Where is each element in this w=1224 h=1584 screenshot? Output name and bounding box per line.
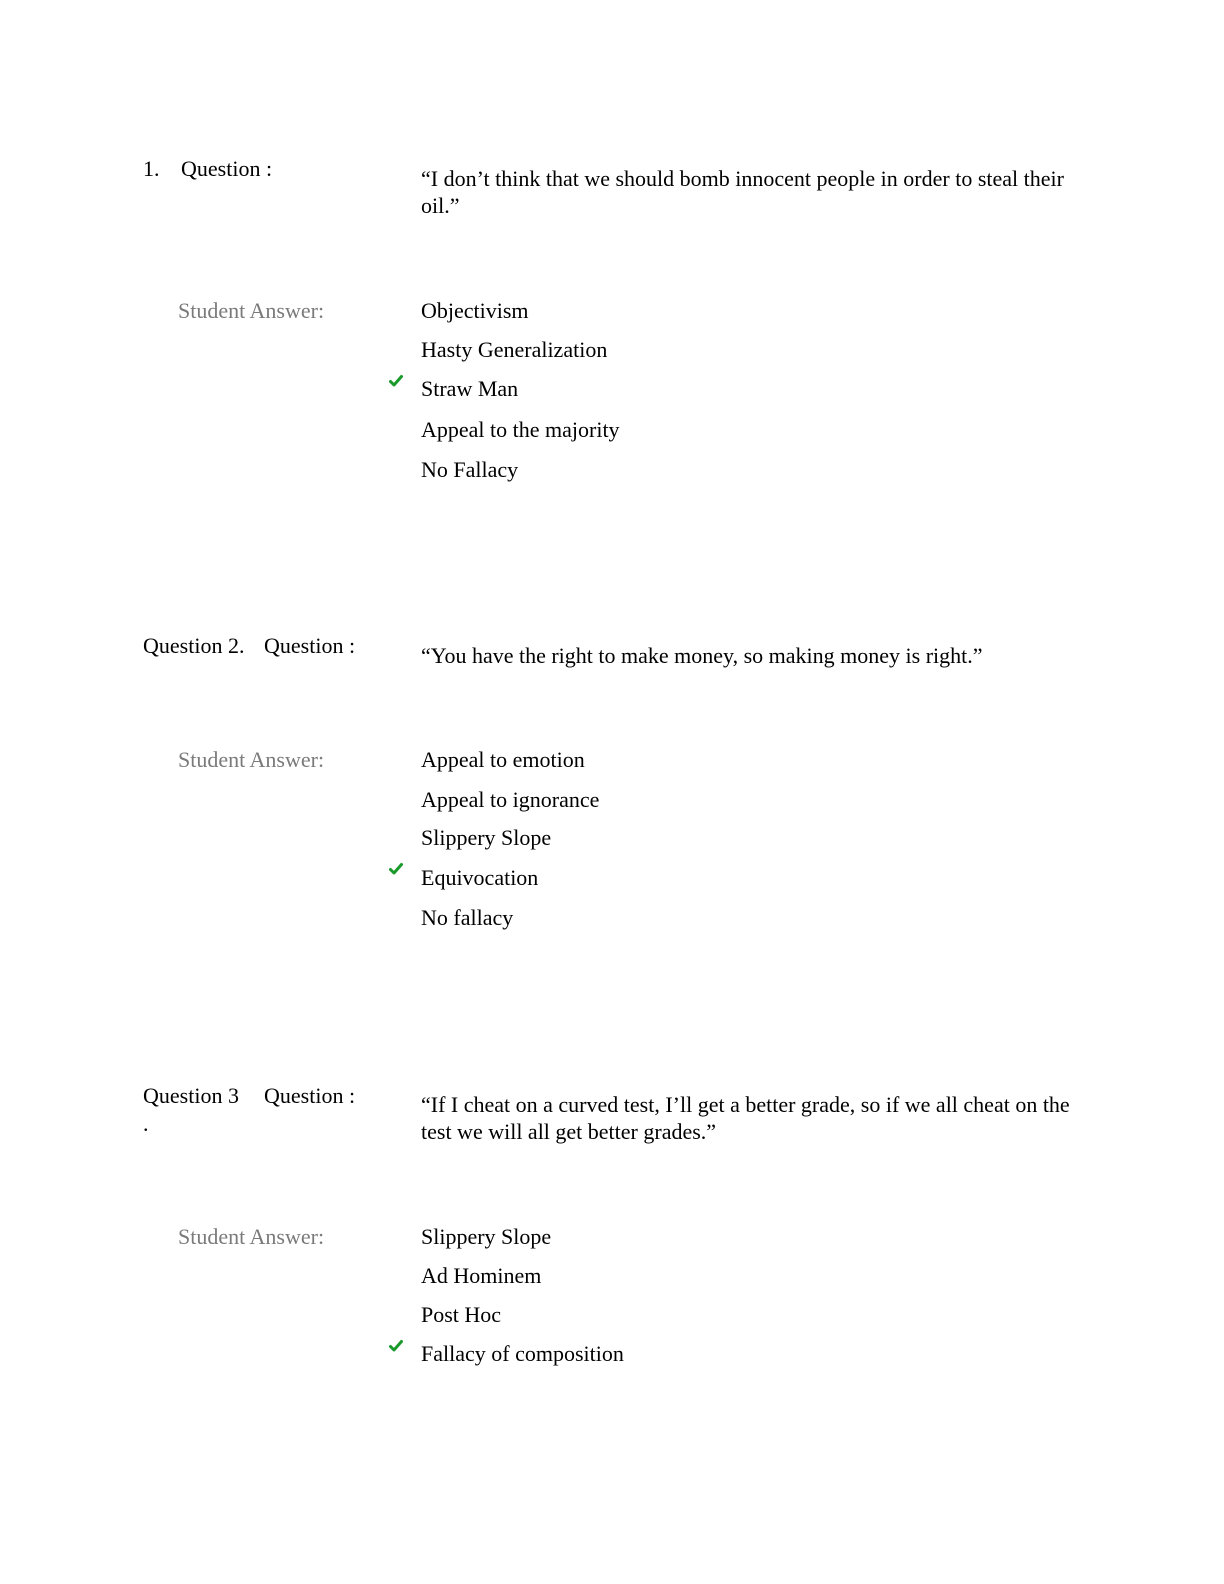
answer-option: Appeal to ignorance bbox=[421, 787, 600, 812]
answer-option-selected: Fallacy of composition bbox=[421, 1341, 624, 1366]
question-label: Question : bbox=[264, 633, 356, 658]
question-text: “I don’t think that we should bomb innocent people in order to steal their oil.” bbox=[421, 166, 1064, 218]
answer-option-selected: Straw Man bbox=[421, 376, 519, 401]
answer-option-selected: Equivocation bbox=[421, 865, 539, 890]
question-number: 1. bbox=[143, 156, 160, 181]
question-label: Question : bbox=[264, 1083, 356, 1108]
checkmark-icon bbox=[389, 374, 403, 388]
student-answer-label: Student Answer: bbox=[178, 1224, 325, 1249]
question-text: “If I cheat on a curved test, I’ll get a better grade, so if we all cheat on the test we will all get better grades.” bbox=[421, 1092, 1070, 1144]
stray-dot: . bbox=[143, 1111, 149, 1136]
question-number: Question 2. bbox=[143, 633, 245, 658]
question-text: “You have the right to make money, so making money is right.” bbox=[421, 643, 983, 668]
answer-option: No fallacy bbox=[421, 905, 514, 930]
question-number: Question 3 bbox=[143, 1083, 239, 1108]
answer-option: Hasty Generalization bbox=[421, 337, 608, 362]
checkmark-icon bbox=[389, 862, 403, 876]
question-label: Question : bbox=[181, 156, 273, 181]
answer-option: Appeal to the majority bbox=[421, 417, 620, 442]
student-answer-label: Student Answer: bbox=[178, 747, 325, 772]
checkmark-icon bbox=[389, 1339, 403, 1353]
answer-option: No Fallacy bbox=[421, 457, 519, 482]
answer-option: Appeal to emotion bbox=[421, 747, 585, 772]
answer-option: Slippery Slope bbox=[421, 1224, 552, 1249]
answer-option: Objectivism bbox=[421, 298, 529, 323]
answer-option: Post Hoc bbox=[421, 1302, 502, 1327]
answer-option: Ad Hominem bbox=[421, 1263, 542, 1288]
student-answer-label: Student Answer: bbox=[178, 298, 325, 323]
answer-option: Slippery Slope bbox=[421, 825, 552, 850]
